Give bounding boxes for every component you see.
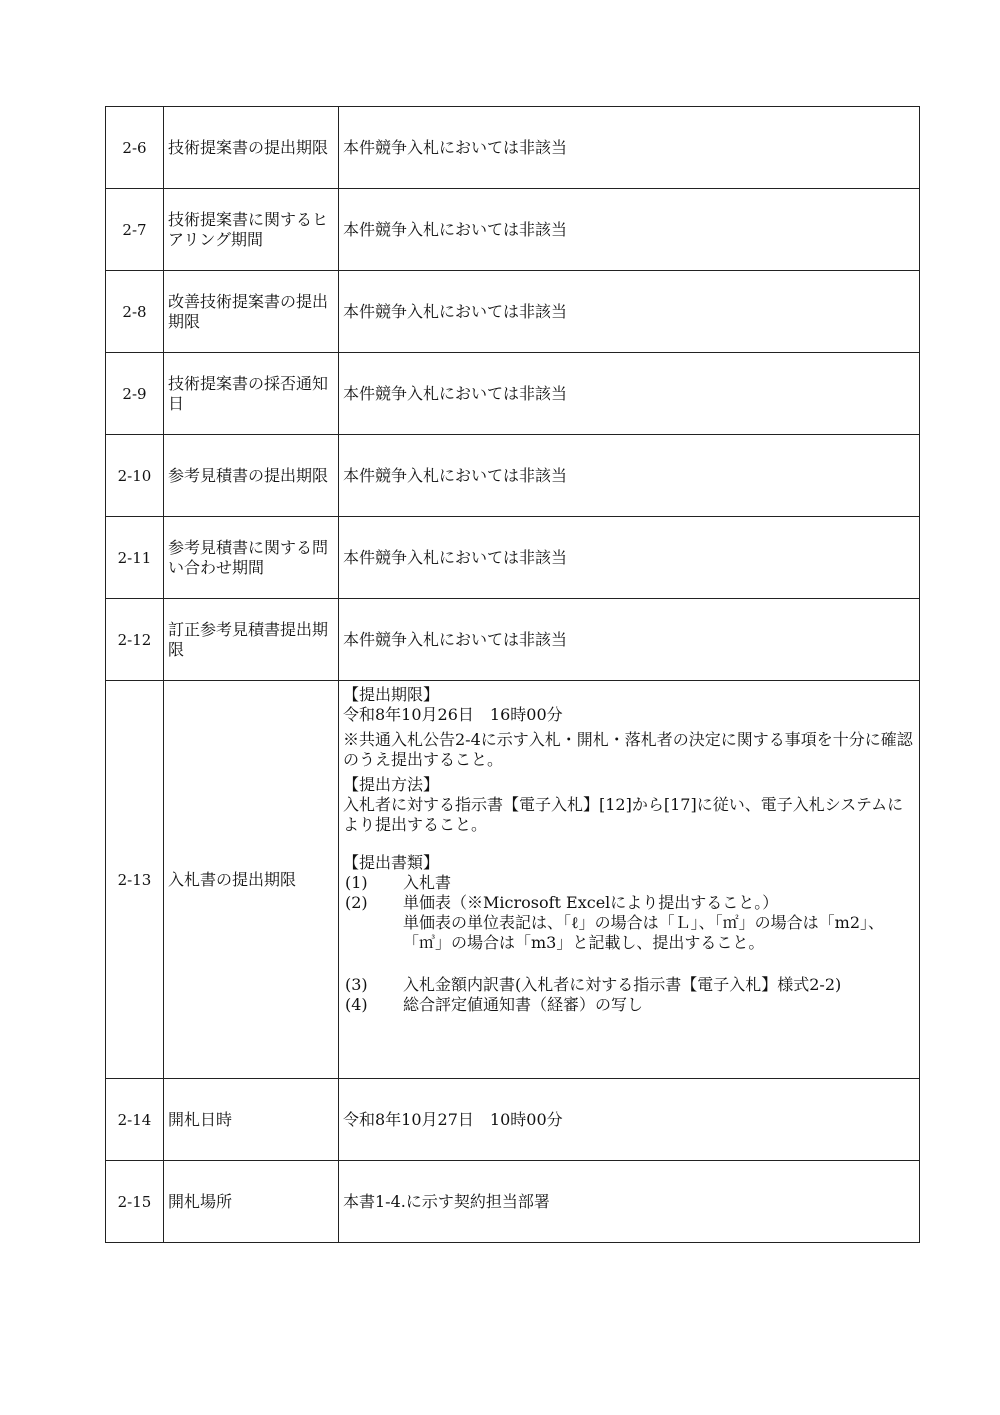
list-item (343, 975, 913, 995)
row-number: 2-14 (106, 1079, 164, 1161)
list-item-text: 総合評定値通知書（経審）の写し (403, 995, 644, 1014)
table-row (106, 435, 920, 517)
row-content: 本書1-4.に示す契約担当部署 (339, 1161, 920, 1243)
row-item: 技術提案書の提出期限 (164, 107, 339, 189)
row-content: 本件競争入札においては非該当 (339, 107, 920, 189)
list-item-number: (2) (345, 893, 368, 912)
table-row (106, 599, 920, 681)
deadline-note: ※共通入札公告2-4に示す入札・開札・落札者の決定に関する事項を十分に確認のうえ提出すること。 (343, 730, 913, 769)
list-item-note: 単価表の単位表記は、「ℓ」の場合は「Ｌ」、「㎡」の場合は「m2」、「㎥」の場合は「m3」と記載し、提出すること。 (403, 913, 885, 952)
docs-heading: 【提出書類】 (343, 853, 440, 872)
row-content: 本件競争入札においては非該当 (339, 435, 920, 517)
row-content: 令和8年10月27日 10時00分 (339, 1079, 920, 1161)
table-row (106, 107, 920, 189)
row-number: 2-12 (106, 599, 164, 681)
row-item: 参考見積書の提出期限 (164, 435, 339, 517)
row-item: 入札書の提出期限 (164, 681, 339, 1079)
table-row (106, 189, 920, 271)
row-content: 本件競争入札においては非該当 (339, 517, 920, 599)
list-item (343, 893, 913, 953)
list-item-body (403, 893, 913, 953)
table-row (106, 1079, 920, 1161)
row-content: 本件競争入札においては非該当 (339, 599, 920, 681)
row-number: 2-13 (106, 681, 164, 1079)
row-number: 2-7 (106, 189, 164, 271)
list-item (343, 873, 913, 893)
row-content: 本件競争入札においては非該当 (339, 271, 920, 353)
table-row (106, 353, 920, 435)
row-item: 改善技術提案書の提出期限 (164, 271, 339, 353)
row-number: 2-6 (106, 107, 164, 189)
list-item-number: (4) (345, 995, 368, 1014)
list-item-number: (3) (345, 975, 368, 994)
row-number: 2-10 (106, 435, 164, 517)
deadline-heading: 【提出期限】 (343, 685, 440, 704)
list-item-text: 入札金額内訳書(入札者に対する指示書【電子入札】様式2-2) (403, 975, 842, 994)
list-item-text: 入札書 (403, 873, 452, 892)
row-content: 本件競争入札においては非該当 (339, 189, 920, 271)
table-row-bid-deadline (106, 681, 920, 1079)
bid-details (339, 681, 920, 1079)
table-row (106, 1161, 920, 1243)
method-text: 入札者に対する指示書【電子入札】[12]から[17]に従い、電子入札システムにより提出すること。 (343, 795, 904, 834)
method-heading: 【提出方法】 (343, 775, 440, 794)
row-item: 技術提案書に関するヒアリング期間 (164, 189, 339, 271)
table-row (106, 517, 920, 599)
row-number: 2-8 (106, 271, 164, 353)
list-item-number: (1) (345, 873, 368, 892)
list-item (343, 995, 913, 1015)
row-item: 技術提案書の採否通知日 (164, 353, 339, 435)
row-number: 2-15 (106, 1161, 164, 1243)
row-item: 訂正参考見積書提出期限 (164, 599, 339, 681)
list-item-text: 単価表（※Microsoft Excelにより提出すること。） (403, 893, 779, 912)
table-row (106, 271, 920, 353)
schedule-table (105, 106, 920, 1243)
row-number: 2-9 (106, 353, 164, 435)
row-item: 開札場所 (164, 1161, 339, 1243)
row-item: 参考見積書に関する問い合わせ期間 (164, 517, 339, 599)
row-item: 開札日時 (164, 1079, 339, 1161)
row-content: 本件競争入札においては非該当 (339, 353, 920, 435)
deadline-value: 令和8年10月26日 16時00分 (343, 705, 563, 724)
row-number: 2-11 (106, 517, 164, 599)
